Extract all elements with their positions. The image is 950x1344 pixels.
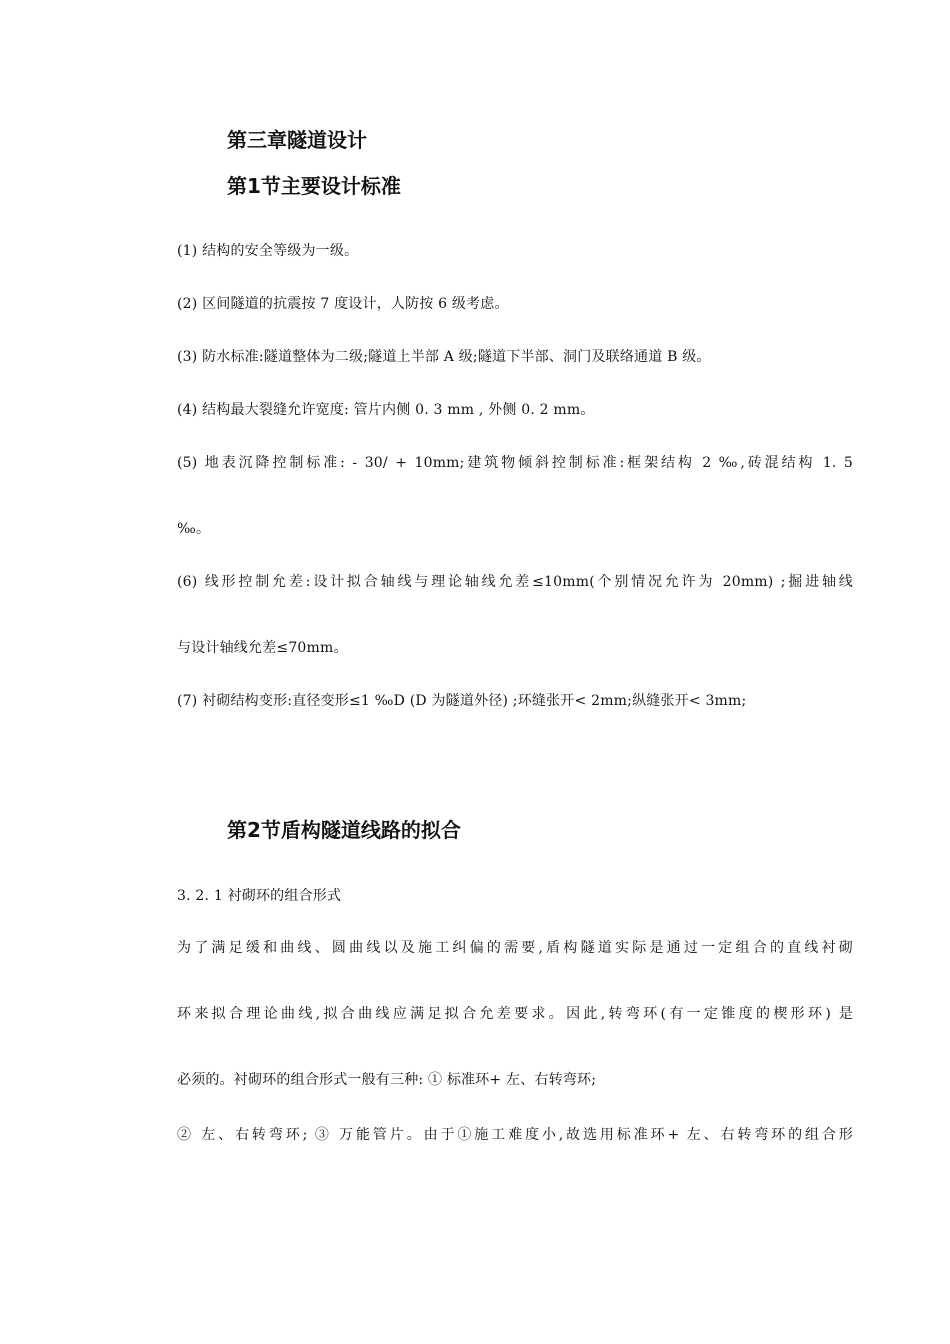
standard-item-6: (6) 线形控制允差:设计拟合轴线与理论轴线允差≤10mm(个别情况允许为 20mm) ;掘进轴线 bbox=[177, 574, 853, 590]
standard-item-5: (5) 地表沉降控制标准: - 30/ + 10mm;建筑物倾斜控制标准:框架结构 2 ‰,砖混结构 1. 5 bbox=[177, 455, 853, 471]
paragraph-line-2: 环来拟合理论曲线,拟合曲线应满足拟合允差要求。因此,转弯环(有一定锥度的楔形环) 是 bbox=[177, 1006, 853, 1022]
paragraph-line-1: 为了满足缓和曲线、圆曲线以及施工纠偏的需要,盾构隧道实际是通过一定组合的直线衬砌 bbox=[177, 940, 853, 956]
standard-item-7: (7) 衬砌结构变形:直径变形≤1 ‰D (D 为隧道外径) ;环缝张开< 2mm;纵缝张开< 3mm; bbox=[177, 693, 747, 709]
chapter-title: 第三章隧道设计 bbox=[227, 128, 367, 152]
subsection-heading: 3. 2. 1 衬砌环的组合形式 bbox=[177, 888, 342, 904]
section-1-title: 第1节主要设计标准 bbox=[227, 174, 401, 198]
standard-item-3: (3) 防水标准:隧道整体为二级;隧道上半部 A 级;隧道下半部、洞门及联络通道 B 级。 bbox=[177, 349, 711, 365]
paragraph-line-4: ② 左、右转弯环; ③ 万能管片。由于①施工难度小,故选用标准环+ 左、右转弯环的组合形 bbox=[177, 1127, 853, 1143]
standard-item-6-continued: 与设计轴线允差≤70mm。 bbox=[177, 640, 348, 656]
standard-item-4: (4) 结构最大裂缝允许宽度: 管片内侧 0. 3 mm , 外侧 0. 2 mm。 bbox=[177, 402, 595, 418]
paragraph-line-3: 必须的。衬砌环的组合形式一般有三种: ① 标准环+ 左、右转弯环; bbox=[177, 1072, 597, 1088]
standard-item-2: (2) 区间隧道的抗震按 7 度设计，人防按 6 级考虑。 bbox=[177, 296, 509, 312]
standard-item-1: (1) 结构的安全等级为一级。 bbox=[177, 243, 359, 259]
section-2-title: 第2节盾构隧道线路的拟合 bbox=[227, 818, 461, 842]
standard-item-5-continued: ‰。 bbox=[177, 521, 211, 537]
